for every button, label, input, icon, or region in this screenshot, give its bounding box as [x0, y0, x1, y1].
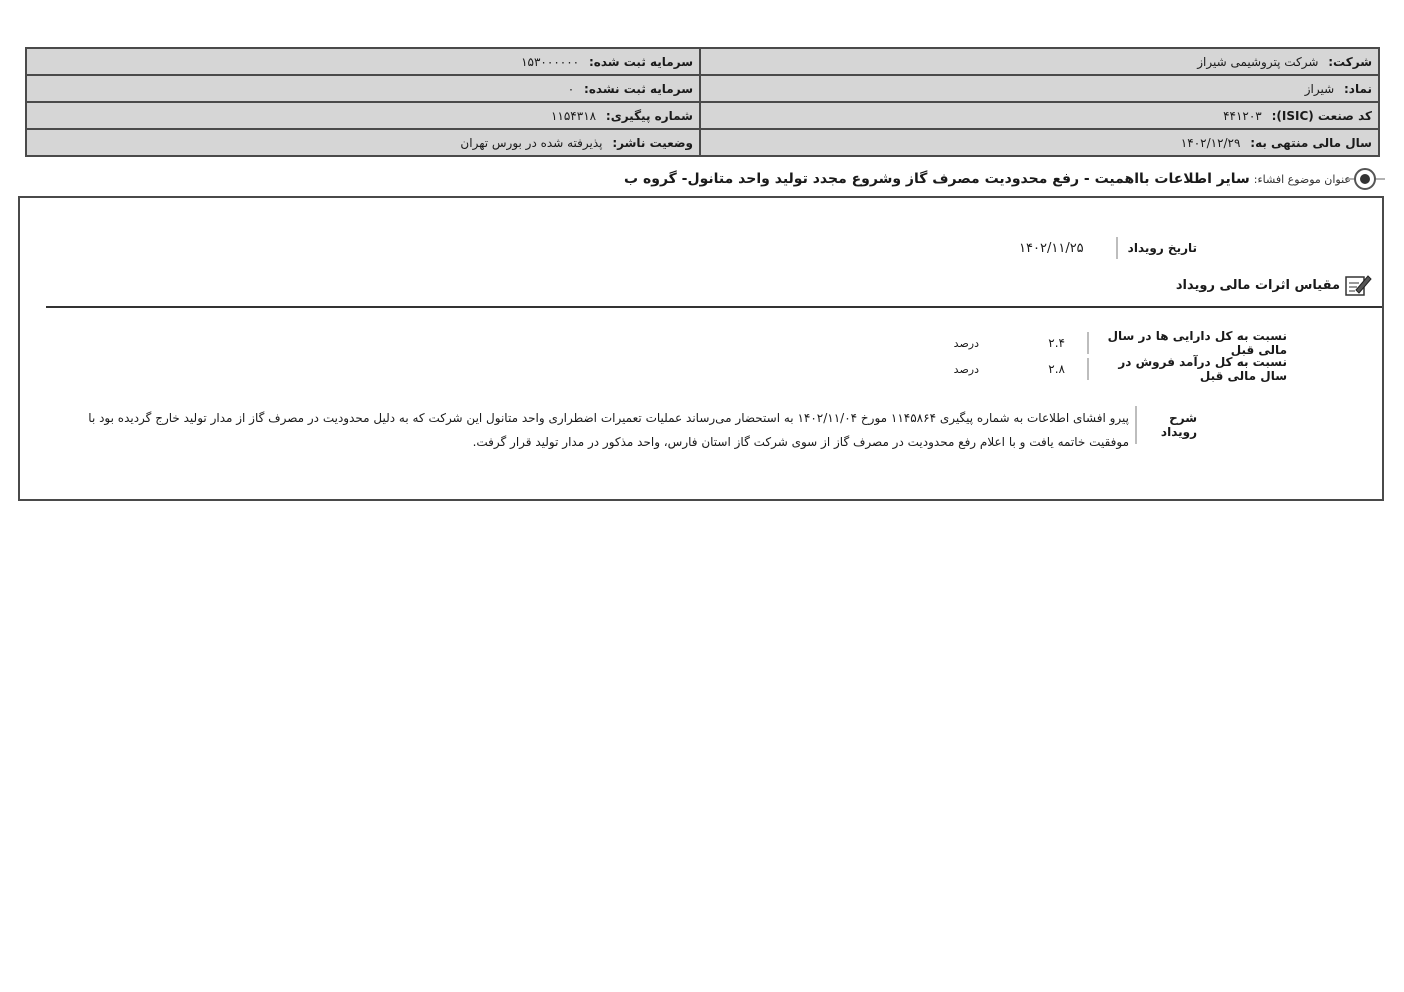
symbol-cell [700, 75, 1379, 102]
registered-capital-cell [26, 48, 700, 75]
ratio-assets-label: نسبت به کل دارایی ها در سال مالی قبل [1087, 332, 1287, 354]
company-value: شرکت پتروشیمی شیراز [1197, 54, 1319, 69]
fiscal-year-value: ۱۴۰۲/۱۲/۲۹ [1180, 135, 1241, 150]
fiscal-year-cell [700, 129, 1379, 156]
ratio-row-revenue [953, 355, 1287, 383]
ratio-revenue-value: ۲.۸ [1048, 362, 1065, 376]
isic-cell [700, 102, 1379, 129]
pen-note-icon [1344, 272, 1372, 298]
info-row-isic [26, 102, 1379, 129]
company-label: شرکت: [1328, 54, 1372, 69]
info-row-fiscal-year [26, 129, 1379, 156]
symbol-value: شیراز [1304, 81, 1335, 96]
event-description-text: پیرو افشای اطلاعات به شماره پیگیری ۱۱۴۵۸۶۴ مورخ ۱۴۰۲/۱۱/۰۴ به استحضار می‌رساند عملیات تعمیرات اضطراری واحد متانول این شرکت که به دلیل محدودیت در مصرف گاز از مدار تولید خارج گردیده بود با موفقیت خاتمه یافت و با اعلام رفع محدودیت در مصرف گاز از سوی شرکت گاز استان فارس، واحد مذکور در مدار تولید قرار گرفت. [88, 411, 1129, 449]
ratio-assets-unit: درصد [953, 336, 979, 350]
event-date-row [1019, 236, 1197, 260]
info-row-symbol [26, 75, 1379, 102]
isic-value: ۴۴۱۲۰۳ [1223, 108, 1262, 123]
company-cell [700, 48, 1379, 75]
subject-title: سایر اطلاعات بااهمیت - رفع محدودیت مصرف گاز وشروع مجدد تولید واحد متانول- گروه ب [624, 171, 1250, 187]
isic-label: کد صنعت (ISIC): [1271, 108, 1372, 123]
tracking-number-value: ۱۱۵۴۳۱۸ [550, 108, 597, 123]
symbol-label: نماد: [1343, 81, 1372, 96]
ratio-assets-value: ۲.۴ [1048, 336, 1065, 350]
event-description-label: شرح رویداد [1135, 406, 1197, 444]
tracking-number-cell [26, 102, 700, 129]
publisher-status-value: پذیرفته شده در بورس تهران [460, 135, 603, 150]
financial-impact-title: مقیاس اثرات مالی رویداد [1175, 277, 1340, 293]
publisher-status-cell [26, 129, 700, 156]
target-icon [1359, 166, 1385, 192]
info-row-company [26, 48, 1379, 75]
ratio-row-assets [953, 329, 1287, 357]
disclosure-subject [25, 166, 1385, 192]
company-info-table [25, 47, 1380, 157]
financial-impact-header [1176, 272, 1372, 298]
unregistered-capital-label: سرمایه ثبت نشده: [584, 81, 693, 96]
ratio-revenue-label: نسبت به کل درآمد فروش در سال مالی قبل [1087, 358, 1287, 380]
ratio-revenue-unit: درصد [953, 362, 979, 376]
publisher-status-label: وضعیت ناشر: [612, 135, 693, 150]
event-description-row [67, 406, 1197, 454]
tracking-number-label: شماره پیگیری: [605, 108, 693, 123]
subject-label: عنوان موضوع افشاء: [1253, 172, 1351, 186]
registered-capital-value: ۱۵۳۰۰۰۰۰۰ [521, 54, 580, 69]
fiscal-year-label: سال مالی منتهی به: [1250, 135, 1372, 150]
event-details-box [18, 196, 1384, 501]
event-date-label: تاریخ رویداد [1116, 237, 1197, 259]
unregistered-capital-value: ۰ [567, 81, 575, 96]
registered-capital-label: سرمایه ثبت شده: [588, 54, 693, 69]
section-divider [46, 306, 1382, 308]
unregistered-capital-cell [26, 75, 700, 102]
event-date-value: ۱۴۰۲/۱۱/۲۵ [1019, 240, 1084, 256]
